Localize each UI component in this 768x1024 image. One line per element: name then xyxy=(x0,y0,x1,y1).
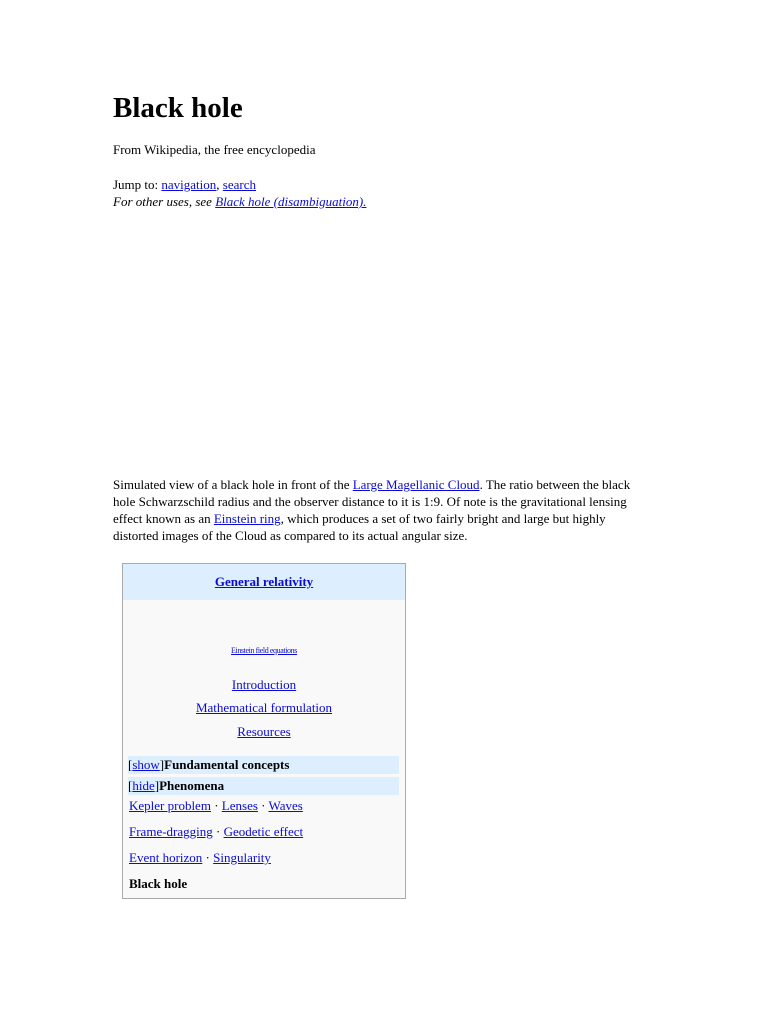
site-tagline: From Wikipedia, the free encyclopedia xyxy=(113,142,316,157)
event-horizon-link[interactable]: Event horizon xyxy=(129,850,203,865)
lenses-link[interactable]: Lenses xyxy=(221,798,258,813)
jump-comma: , xyxy=(216,177,220,192)
kepler-problem-link[interactable]: Kepler problem xyxy=(129,798,211,813)
phenomena-line xyxy=(129,797,303,815)
current-item-black-hole: Black hole xyxy=(129,876,188,891)
separator: · xyxy=(257,798,269,813)
open-bracket: [ xyxy=(128,778,133,793)
phenomena-line xyxy=(129,823,303,841)
section-label: Phenomena xyxy=(159,778,225,793)
singularity-link[interactable]: Singularity xyxy=(213,850,271,865)
waves-link[interactable]: Waves xyxy=(268,798,303,813)
jump-prefix: Jump to: xyxy=(113,177,159,192)
show-toggle-link[interactable]: show xyxy=(132,757,160,772)
separator: · xyxy=(202,850,214,865)
phenomena-line xyxy=(129,849,271,867)
mathematical-formulation-link[interactable]: Mathematical formulation xyxy=(195,700,333,715)
general-relativity-link[interactable]: General relativity xyxy=(214,574,314,589)
einstein-ring-link[interactable]: Einstein ring xyxy=(213,511,281,526)
caption-text-3: , which produces a set of two fairly bright and large but highly distorted images of the Cloud as compared to its actual angular size. xyxy=(113,511,606,543)
sidebar-header xyxy=(123,564,405,600)
sidebar-link-row xyxy=(123,676,405,694)
image-placeholder xyxy=(113,220,653,470)
page-title: Black hole xyxy=(113,92,243,124)
jump-search-link[interactable]: search xyxy=(222,177,256,192)
frame-dragging-link[interactable]: Frame-dragging xyxy=(129,824,213,839)
jump-links xyxy=(113,176,256,194)
general-relativity-sidebar xyxy=(122,563,406,899)
image-caption xyxy=(113,476,653,544)
open-bracket: [ xyxy=(128,757,133,772)
section-fundamental-concepts xyxy=(128,756,399,774)
sidebar-link-row xyxy=(123,699,405,717)
sidebar-link-row xyxy=(123,723,405,741)
geodetic-effect-link[interactable]: Geodetic effect xyxy=(223,824,304,839)
close-bracket: ] xyxy=(159,757,165,772)
resources-link[interactable]: Resources xyxy=(237,724,291,739)
disambiguation-link[interactable]: Black hole (disambiguation). xyxy=(215,194,367,209)
introduction-link[interactable]: Introduction xyxy=(231,677,297,692)
separator: · xyxy=(212,824,224,839)
separator: · xyxy=(210,798,222,813)
hide-toggle-link[interactable]: hide xyxy=(132,778,155,793)
einstein-field-equations-link[interactable]: Einstein field equations xyxy=(231,646,297,655)
einstein-field-equations-row xyxy=(123,646,405,656)
caption-text-1: Simulated view of a black hole in front of the xyxy=(113,477,353,492)
hatnote xyxy=(113,193,366,211)
section-phenomena xyxy=(128,777,399,795)
caption-text-2: . The ratio between the black hole Schwarzschild radius and the observer distance to it is 1:9. Of note is the gravitational lensing effect known as an xyxy=(113,477,631,526)
large-magellanic-cloud-link[interactable]: Large Magellanic Cloud xyxy=(352,477,480,492)
hatnote-prefix: For other uses, see xyxy=(113,194,212,209)
close-bracket: ] xyxy=(154,778,160,793)
section-label: Fundamental concepts xyxy=(164,757,290,772)
jump-navigation-link[interactable]: navigation xyxy=(161,177,217,192)
